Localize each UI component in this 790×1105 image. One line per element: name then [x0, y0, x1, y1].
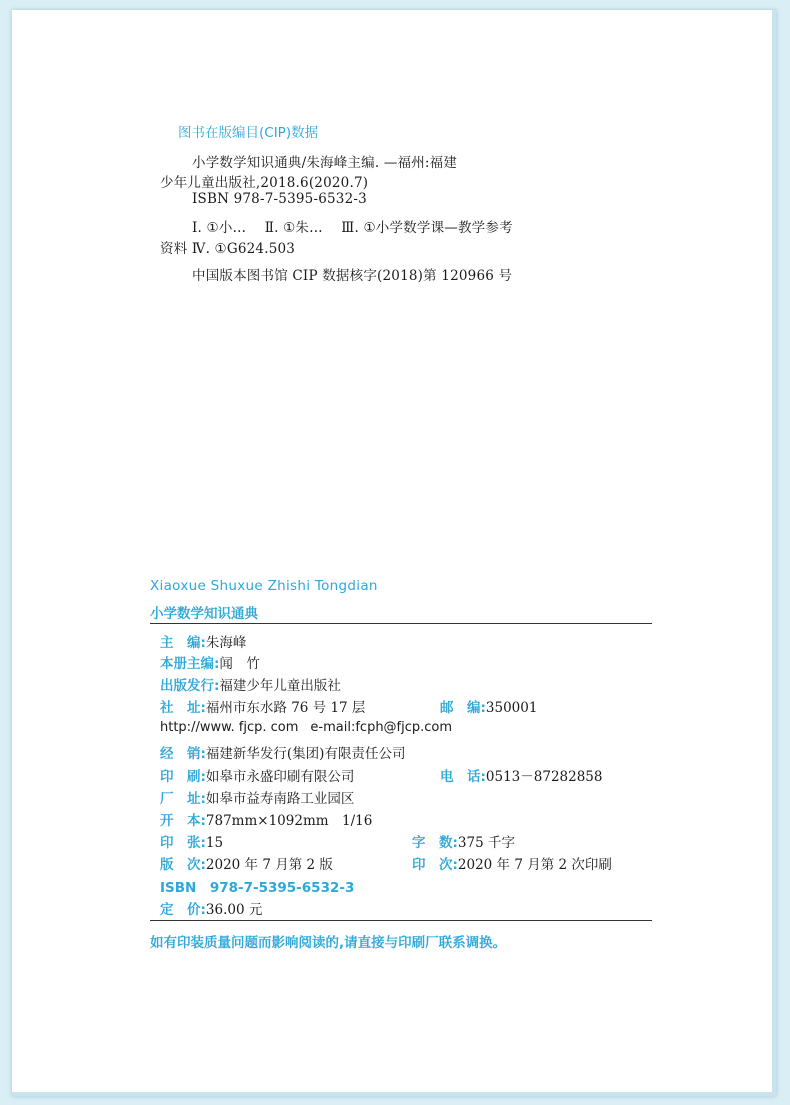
- format-label: 开 本:: [160, 813, 206, 829]
- editor-row: [160, 631, 246, 651]
- contact-row: [160, 720, 452, 735]
- impression-row: [412, 853, 612, 873]
- editor-label: 主 编:: [160, 635, 206, 651]
- price-label: 定 价:: [160, 902, 206, 918]
- address-label: 社 址:: [160, 700, 206, 716]
- cip-line-3: ISBN 978-7-5395-6532-3: [192, 191, 367, 207]
- website-link[interactable]: http://www. fjcp. com: [160, 720, 299, 735]
- distributor-value: 福建新华发行(集团)有限责任公司: [205, 746, 406, 762]
- phone-label: 电 话:: [440, 769, 486, 785]
- volume-editor-row: [160, 652, 260, 672]
- address-row: [160, 696, 365, 716]
- volume-editor-value: 闻 竹: [219, 656, 260, 672]
- cip-line-6: 中国版本图书馆 CIP 数据核字(2018)第 120966 号: [192, 268, 513, 284]
- top-divider: [150, 623, 652, 624]
- edition-value: 2020 年 7 月第 2 版: [205, 857, 333, 873]
- postcode-label: 邮 编:: [440, 700, 486, 716]
- words-value: 375 千字: [457, 835, 515, 851]
- cip-line-4: [192, 216, 527, 236]
- factory-row: [160, 787, 354, 807]
- sheets-row: [160, 831, 223, 851]
- sheets-label: 印 张:: [160, 835, 206, 851]
- address-value: 福州市东水路 76 号 17 层: [205, 700, 366, 716]
- edition-label: 版 次:: [160, 857, 206, 873]
- price-value: 36.00 元: [205, 902, 263, 918]
- cip-line-2: 少年儿童出版社,2018.6(2020.7): [160, 175, 369, 191]
- phone-value: 0513－87282858: [485, 769, 603, 785]
- printer-label: 印 刷:: [160, 769, 206, 785]
- edition-row: [160, 853, 333, 873]
- publisher-label: 出版发行:: [160, 678, 220, 694]
- cip-class-2: Ⅱ. ①朱…: [264, 220, 323, 236]
- impression-value: 2020 年 7 月第 2 次印刷: [457, 857, 612, 873]
- cip-line-1: 小学数学知识通典/朱海峰主编. —福州:福建: [192, 155, 458, 171]
- format-value: 787mm×1092mm 1/16: [205, 813, 373, 829]
- printer-row: [160, 765, 354, 785]
- price-row: [160, 898, 262, 918]
- sheets-value: 15: [205, 835, 224, 851]
- bottom-divider: [150, 920, 652, 921]
- phone-row: [440, 765, 602, 785]
- distributor-row: [160, 742, 405, 762]
- cip-line-5: 资料 Ⅳ. ①G624.503: [160, 241, 296, 257]
- publisher-row: [160, 674, 341, 694]
- format-row: [160, 809, 372, 829]
- words-label: 字 数:: [412, 835, 458, 851]
- quality-notice: 如有印装质量问题而影响阅读的,请直接与印刷厂联系调换。: [150, 935, 507, 951]
- factory-value: 如皋市益寿南路工业园区: [205, 791, 355, 807]
- postcode-row: [440, 696, 537, 716]
- words-row: [412, 831, 515, 851]
- isbn-label: ISBN 978-7-5395-6532-3: [160, 880, 355, 896]
- email-link[interactable]: e-mail:fcph@fjcp.com: [310, 720, 453, 735]
- book-pinyin-title: Xiaoxue Shuxue Zhishi Tongdian: [150, 578, 378, 594]
- impression-label: 印 次:: [412, 857, 458, 873]
- publisher-value: 福建少年儿童出版社: [219, 678, 341, 694]
- volume-editor-label: 本册主编:: [160, 656, 220, 672]
- cip-class-1: Ⅰ. ①小…: [192, 220, 247, 236]
- distributor-label: 经 销:: [160, 746, 206, 762]
- cip-class-3: Ⅲ. ①小学数学课—教学参考: [341, 220, 513, 236]
- postcode-value: 350001: [485, 700, 538, 716]
- factory-label: 厂 址:: [160, 791, 206, 807]
- printer-value: 如皋市永盛印刷有限公司: [205, 769, 355, 785]
- cip-title: 图书在版编目(CIP)数据: [178, 125, 319, 141]
- book-title: 小学数学知识通典: [150, 606, 258, 622]
- editor-value: 朱海峰: [205, 635, 247, 651]
